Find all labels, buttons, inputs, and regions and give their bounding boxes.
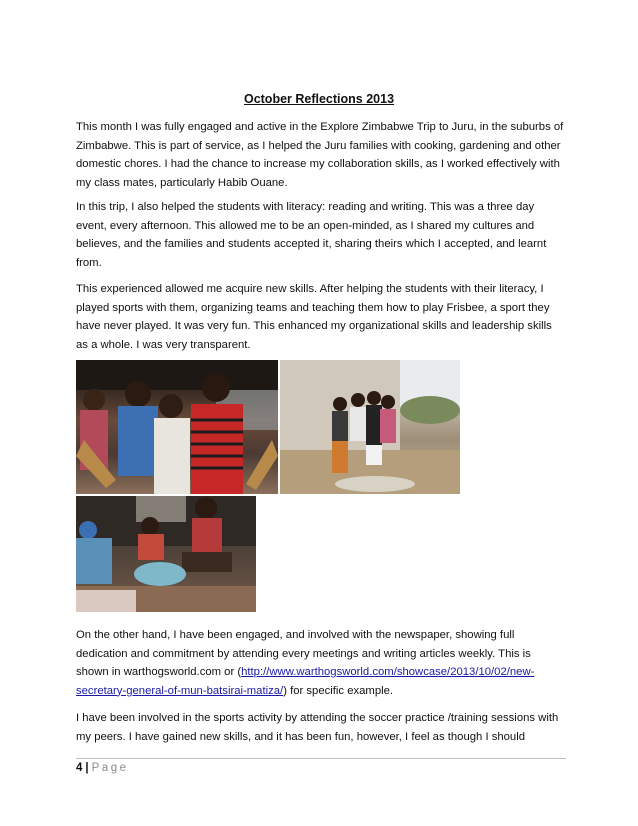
page-footer bbox=[76, 762, 128, 774]
paragraph-new-skills: This experienced allowed me acquire new skills. After helping the students with their literacy, I played sports with them, organizing teams and teaching them how to play Frisbee, a sport they have never played. It was very fun. This enhanced my organizational skills and leadership skills as a whole. I was very transparent. bbox=[76, 283, 552, 351]
footer-separator: | bbox=[85, 762, 89, 774]
photo-indoor-basin bbox=[76, 496, 256, 612]
page-number: 4 bbox=[76, 762, 83, 774]
document-title: October Reflections 2013 bbox=[243, 92, 395, 106]
warthogsworld-article-link[interactable]: http://www.warthogsworld.com/showcase/2013/10/02/new-secretary-general-of-mun-batsirai-matiza/ bbox=[76, 666, 535, 697]
paragraph-newspaper bbox=[76, 626, 566, 700]
photo-group-outdoors bbox=[280, 360, 460, 494]
paragraph-sports: I have been involved in the sports activity by attending the soccer practice /training sessions with my peers. I have gained new skills, and it has been fun, however, I feel as though I should bbox=[76, 712, 559, 743]
photo-group-under-shelter bbox=[76, 360, 278, 494]
newspaper-text-end: ) for specific example. bbox=[283, 684, 394, 697]
page-label: Page bbox=[91, 762, 129, 774]
newspaper-text: On the other hand, I have been engaged, and involved with the newspaper, showing full dedication and commitment by attending every meetings and writing articles weekly. This is shown in warthogsworld.com or ( bbox=[76, 629, 531, 678]
paragraph-literacy: In this trip, I also helped the students with literacy: reading and writing. This was a three day event, every afternoon. This allowed me to be an open-minded, as I shared my cultures and believes, and the families and students accepted it, sharing theirs which I accepted, and learnt from. bbox=[76, 201, 547, 269]
paragraph-explore-trip: This month I was fully engaged and active in the Explore Zimbabwe Trip to Juru, in the suburbs of Zimbabwe. This is part of service, as I helped the Juru families with cooking, gardening and other domestic chores. I had the chance to increase my collaboration skills, as I worked effectively with my class mates, particularly Habib Ouane. bbox=[76, 121, 564, 189]
footer-divider bbox=[76, 758, 566, 759]
